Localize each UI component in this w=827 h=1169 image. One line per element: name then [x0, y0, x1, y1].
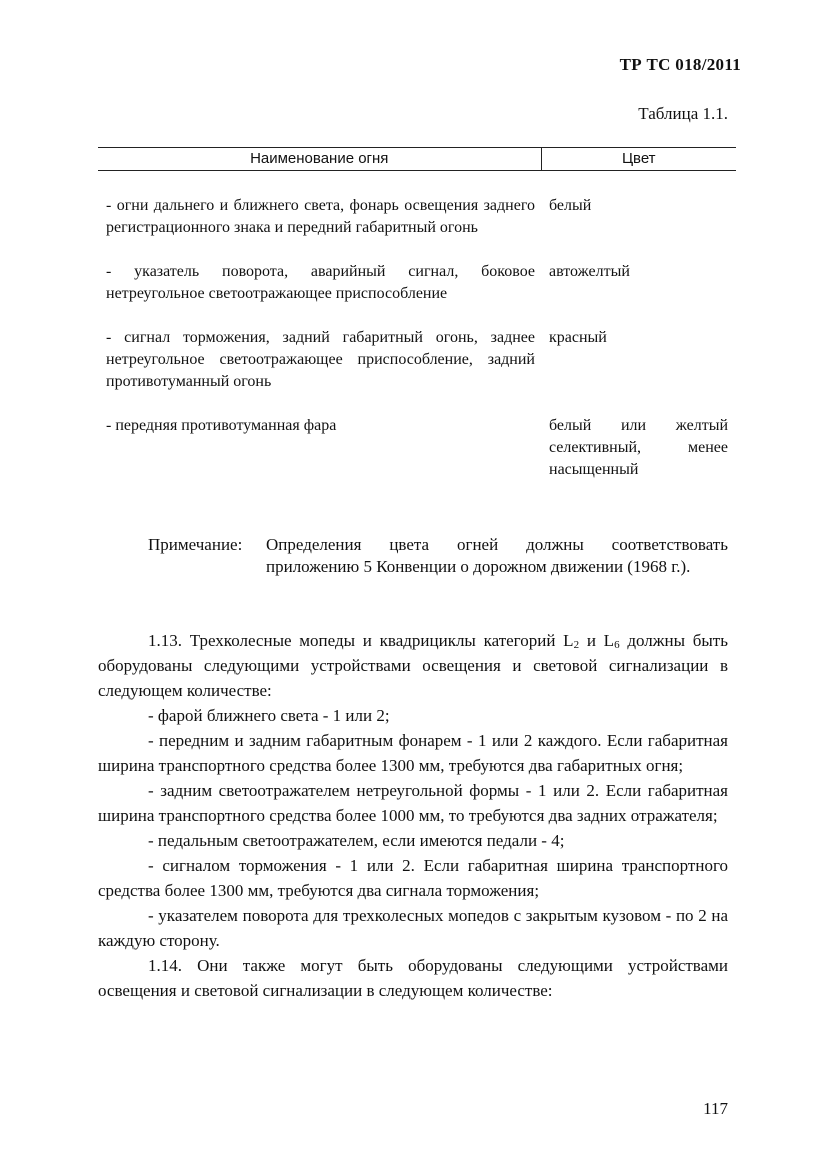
- list-item: - фарой ближнего света - 1 или 2;: [148, 706, 390, 725]
- para-text: 1.13. Трехколесные мопеды и квадрициклы категорий L: [148, 631, 574, 650]
- paragraph-1-14: 1.14. Они также могут быть оборудованы следующими устройствами освещения и световой сигнализации в следующем количестве:: [98, 956, 728, 1000]
- column-header-name: Наименование огня: [98, 148, 541, 171]
- column-header-color: Цвет: [541, 148, 736, 171]
- subscript: 6: [614, 639, 620, 651]
- document-code: ТР ТС 018/2011: [619, 55, 741, 74]
- list-item: - задним светоотражателем нетреугольной формы - 1 или 2. Если габаритная ширина транспортного средства более 1000 мм, то требуются два задних отражателя;: [98, 781, 728, 825]
- light-color-cell: белый или желтый селективный, менее насыщенный: [549, 417, 728, 478]
- light-name-cell: - сигнал торможения, задний габаритный огонь, заднее нетреугольное светоотражающее приспособление, задний противотуманный огонь: [106, 329, 535, 390]
- table-row: [98, 327, 736, 393]
- light-name-cell: - передняя противотуманная фара: [106, 417, 337, 434]
- para-text: и L: [579, 631, 615, 650]
- table-row: [98, 415, 736, 481]
- list-item: - сигналом торможения - 1 или 2. Если габаритная ширина транспортного средства более 1300 мм, требуются два сигнала торможения;: [98, 856, 728, 900]
- table-row: [98, 195, 736, 239]
- list-item: - педальным светоотражателем, если имеются педали - 4;: [148, 831, 565, 850]
- note-text: Определения цвета огней должны соответствовать приложению 5 Конвенции о дорожном движении (1968 г.).: [266, 535, 728, 576]
- light-color-cell: белый: [549, 197, 592, 214]
- body-text: [98, 628, 728, 1003]
- subscript: 2: [573, 639, 580, 651]
- paragraph-1-13: [98, 628, 728, 703]
- para-text: должны быть оборудованы следующими устройствами освещения и световой сигнализации в следующем количестве:: [98, 631, 728, 700]
- light-color-cell: автожелтый: [549, 263, 630, 280]
- table-header-row: [98, 148, 736, 171]
- light-name-cell: - указатель поворота, аварийный сигнал, боковое нетреугольное светоотражающее приспособление: [106, 263, 535, 302]
- lights-color-table: [98, 147, 736, 481]
- list-item: - указателем поворота для трехколесных мопедов с закрытым кузовом - по 2 на каждую сторону.: [98, 906, 728, 950]
- table-row: [98, 261, 736, 305]
- page-number: 117: [703, 1099, 728, 1118]
- table-caption: Таблица 1.1.: [638, 104, 728, 123]
- light-color-cell: красный: [549, 329, 607, 346]
- note-label: Примечание:: [148, 535, 243, 554]
- table-note: [148, 534, 728, 578]
- list-item: - передним и задним габаритным фонарем - 1 или 2 каждого. Если габаритная ширина транспортного средства более 1300 мм, требуются два габаритных огня;: [98, 731, 728, 775]
- light-name-cell: - огни дальнего и ближнего света, фонарь освещения заднего регистрационного знака и передний габаритный огонь: [106, 197, 535, 236]
